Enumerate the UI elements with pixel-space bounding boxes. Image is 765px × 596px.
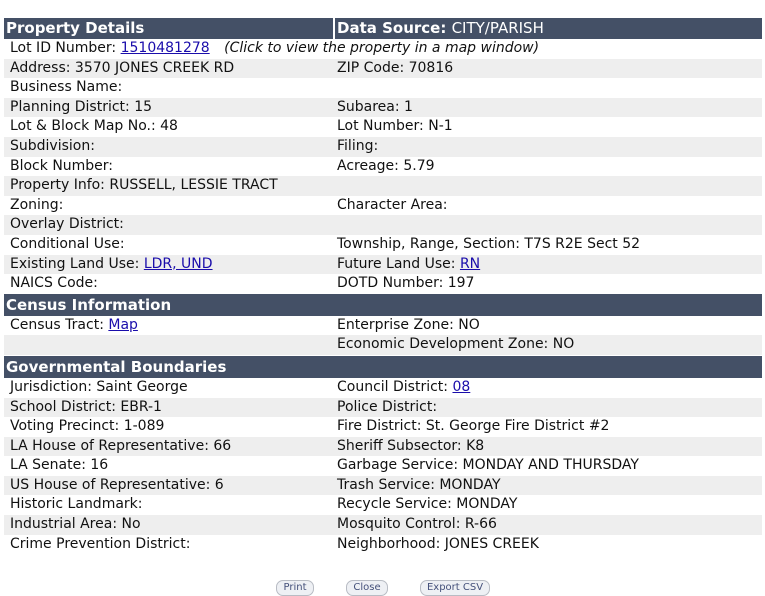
jurisdiction-row <box>4 378 762 398</box>
row-left: US House of Representative: 6 <box>10 476 224 493</box>
row-right: Garbage Service: MONDAY AND THURSDAY <box>337 457 639 474</box>
row-right <box>331 78 762 98</box>
row-right: Trash Service: MONDAY <box>337 476 501 493</box>
property-details-header <box>4 18 762 39</box>
row-left: Industrial Area: No <box>10 516 141 533</box>
row-left: Zoning: <box>10 196 64 213</box>
future-land-use-cell <box>331 255 762 275</box>
row-right: Lot Number: N-1 <box>337 118 453 135</box>
census-information-header: Census Information <box>4 294 762 316</box>
property-report <box>4 18 762 554</box>
jurisdiction: Jurisdiction: Saint George <box>10 378 188 395</box>
row-right: Character Area: <box>337 196 448 213</box>
council-district-cell <box>331 378 762 398</box>
future-land-use-link[interactable]: RN <box>459 255 481 272</box>
row-right: Township, Range, Section: T7S R2E Sect 52 <box>337 235 641 252</box>
table-row <box>4 196 762 216</box>
row-left: Voting Precinct: 1-089 <box>10 418 165 435</box>
row-right: Acreage: 5.79 <box>337 157 435 174</box>
row-left <box>4 335 331 355</box>
row-right: ZIP Code: 70816 <box>337 59 454 76</box>
table-row <box>4 535 762 555</box>
table-row <box>4 476 762 496</box>
row-left: LA House of Representative: 66 <box>10 437 232 454</box>
existing-land-use-label: Existing Land Use: <box>10 255 140 272</box>
row-left: Conditional Use: <box>10 235 125 252</box>
row-left: Property Info: RUSSELL, LESSIE TRACT <box>10 177 278 194</box>
lot-id-row <box>4 39 762 59</box>
council-district-label: Council District: <box>337 378 449 395</box>
action-buttons <box>0 580 765 593</box>
row-left: Subdivision: <box>10 137 95 154</box>
data-source-cell <box>333 18 762 39</box>
economic-development-zone: Economic Development Zone: NO <box>337 336 575 353</box>
naics-row <box>4 274 762 294</box>
property-details-title: Property Details <box>6 19 145 37</box>
table-row <box>4 78 762 98</box>
lot-id-link[interactable]: 1510481278 <box>120 40 210 56</box>
row-right: Neighborhood: JONES CREEK <box>337 535 539 552</box>
export-csv-button[interactable]: Export CSV <box>420 580 490 596</box>
census-tract-row <box>4 316 762 336</box>
future-land-use-label: Future Land Use: <box>337 255 456 272</box>
census-tract-map-link[interactable]: Map <box>108 316 138 333</box>
table-row <box>4 437 762 457</box>
table-row <box>4 137 762 157</box>
table-row <box>4 176 762 196</box>
lot-id-cell <box>4 39 539 59</box>
table-row <box>4 117 762 137</box>
census-tract-label: Census Tract: <box>10 316 104 333</box>
council-district-link[interactable]: 08 <box>452 378 471 395</box>
table-row <box>4 495 762 515</box>
data-source-value: CITY/PARISH <box>451 19 544 37</box>
table-row <box>4 417 762 437</box>
governmental-boundaries-header: Governmental Boundaries <box>4 356 762 378</box>
lot-id-note: (Click to view the property in a map window) <box>224 40 540 56</box>
enterprise-zone: Enterprise Zone: NO <box>337 316 480 333</box>
lot-id-label: Lot ID Number: <box>10 40 117 56</box>
row-right: DOTD Number: 197 <box>337 275 475 292</box>
data-source-label: Data Source: <box>337 19 447 37</box>
row-right: Filing: <box>337 137 379 154</box>
row-right <box>278 176 762 196</box>
table-row <box>4 59 762 79</box>
row-left: LA Senate: 16 <box>10 457 109 474</box>
table-row <box>4 456 762 476</box>
table-row <box>4 215 762 235</box>
table-row <box>4 98 762 118</box>
row-right: Recycle Service: MONDAY <box>337 496 518 513</box>
row-right: Fire District: St. George Fire District #2 <box>337 418 610 435</box>
row-right: Mosquito Control: R-66 <box>337 516 497 533</box>
row-right: Sheriff Subsector: K8 <box>337 437 485 454</box>
census-tract-cell <box>4 316 331 336</box>
table-row <box>4 157 762 177</box>
row-left: Lot & Block Map No.: 48 <box>10 118 178 135</box>
row-left: NAICS Code: <box>10 275 98 292</box>
table-row <box>4 515 762 535</box>
row-left: Planning District: 15 <box>10 98 153 115</box>
table-row <box>4 398 762 418</box>
row-right: Subarea: 1 <box>337 98 413 115</box>
row-left: Block Number: <box>10 157 114 174</box>
row-left: Historic Landmark: <box>10 496 143 513</box>
land-use-row <box>4 255 762 275</box>
row-right: Police District: <box>337 398 438 415</box>
close-button[interactable]: Close <box>346 580 388 596</box>
print-button[interactable]: Print <box>276 580 314 596</box>
economic-zone-row <box>4 335 762 355</box>
row-left: School District: EBR-1 <box>10 398 162 415</box>
existing-land-use-cell <box>4 255 331 275</box>
table-row <box>4 235 762 255</box>
row-left: Crime Prevention District: <box>10 535 191 552</box>
row-left: Overlay District: <box>10 216 124 233</box>
existing-land-use-link[interactable]: LDR, UND <box>143 255 213 272</box>
row-right <box>331 215 762 235</box>
row-left: Address: 3570 JONES CREEK RD <box>10 59 235 76</box>
row-left: Business Name: <box>10 79 123 96</box>
